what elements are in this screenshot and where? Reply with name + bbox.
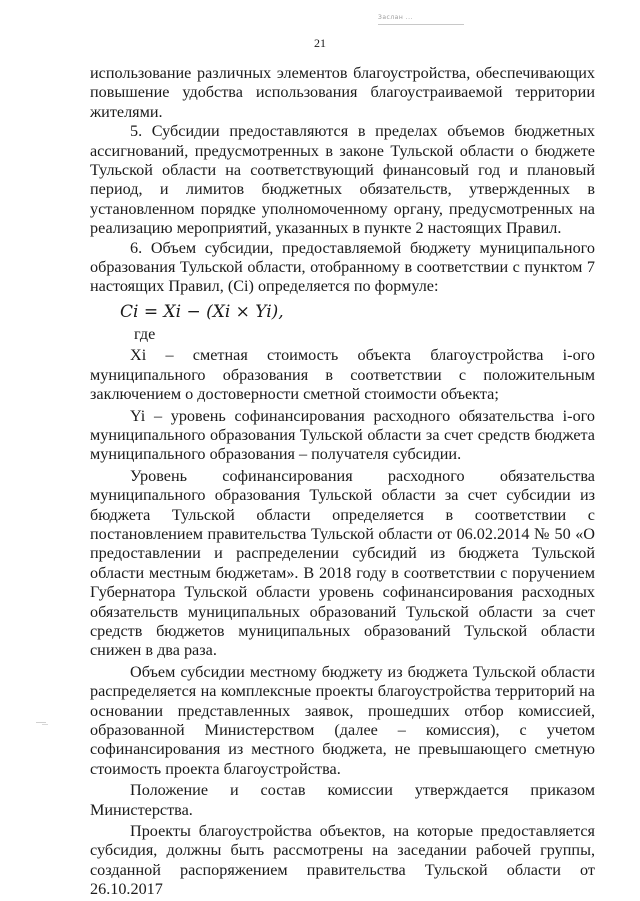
definition-xi: Xi – сметная стоимость объекта благоустройства i-ого муниципального образования в соответствии с положительным заключением о достоверности сметной стоимости объекта; <box>90 346 595 404</box>
paragraph-cofinancing-level: Уровень софинансирования расходного обязательства муниципального образования Тульской области за счет субсидии из бюджета Тульской области определяется в соответствии с постановлением правительства Тульской области от 06.02.2014 № 50 «О предоставлении и распределении субсидий из бюджета Тульской области местным бюджетам». В 2018 году в соответствии с поручением Губернатора Тульской области уровень софинансирования расходных обязательств муниципальных образований Тульской области за счет средств бюджетов муниципальных образований Тульской области снижен в два раза. <box>90 466 595 660</box>
subsidy-formula: Ci = Xi − (Xi × Yi), <box>120 301 284 322</box>
margin-scan-mark <box>42 724 48 725</box>
paragraph-commission: Положение и состав комиссии утверждается приказом Министерства. <box>90 781 595 819</box>
margin-scan-mark <box>36 722 46 723</box>
paragraph-continuation: использование различных элементов благоустройства, обеспечивающих повышение удобства использования благоустраиваемой территории жителями. <box>90 64 595 121</box>
definition-yi: Yi – уровень софинансирования расходного обязательства i-ого муниципального образования Тульской области за счет средств бюджета муниципального образования – получателя субсидии. <box>90 406 595 464</box>
scan-stamp-mark: Заслан ... <box>378 14 464 25</box>
document-body <box>90 64 595 900</box>
page-number: 21 <box>314 36 326 50</box>
paragraph-subsidy-distribution: Объем субсидии местному бюджету из бюджета Тульской области распределяется на комплексные проекты благоустройства территорий на основании представленных заявок, прошедших отбор комиссией, образованной Министерством (далее – комиссия), с учетом софинансирования из местного бюджета, не превышающего сметную стоимость проекта благоустройства. <box>90 662 595 778</box>
paragraph-item-5: 5. Субсидии предоставляются в пределах объемов бюджетных ассигнований, предусмотренных в законе Тульской области о бюджете Тульской области на соответствующий финансовый год и плановый период, и лимитов бюджетных обязательств, утвержденных в установленном порядке уполномоченному органу, предусмотренных на реализацию мероприятий, указанных в пункте 2 настоящих Правил. <box>90 122 595 238</box>
paragraph-projects-review: Проекты благоустройства объектов, на которые предоставляется субсидия, должны быть рассмотрены на заседании рабочей группы, созданной распоряжением правительства Тульской области от 26.10.2017 <box>90 822 595 899</box>
where-label: где <box>134 324 156 343</box>
paragraph-item-6: 6. Объем субсидии, предоставляемой бюджету муниципального образования Тульской области, отобранному в соответствии с пунктом 7 настоящих Правил, (Ci) определяется по формуле: <box>90 238 595 296</box>
